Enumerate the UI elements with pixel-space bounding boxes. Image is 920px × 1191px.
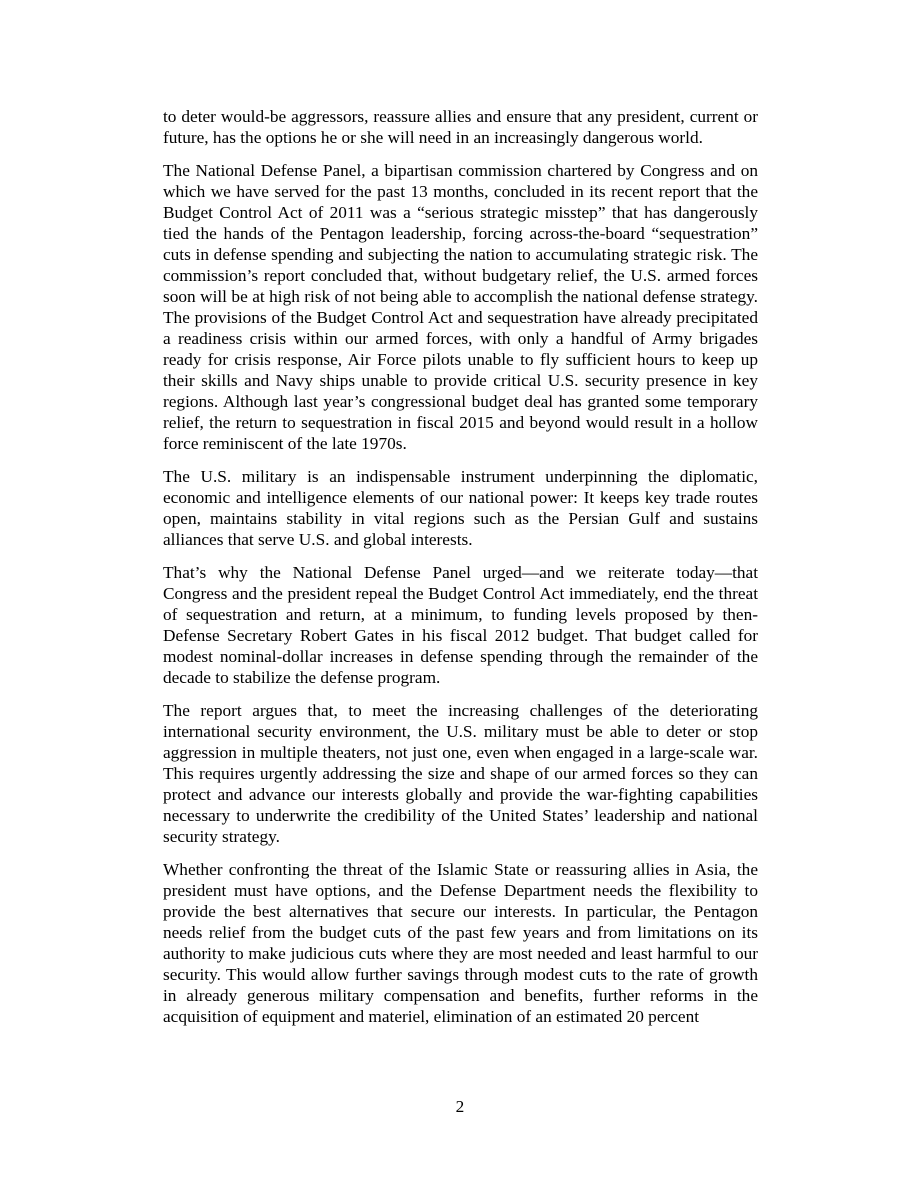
paragraph-3: The U.S. military is an indispensable instrument underpinning the diplomatic, economic and intelligence elements of our national power: It keeps key trade routes open, maintains stability in vital regions such as the Persian Gulf and sustains alliances that serve U.S. and global interests. [163,467,758,549]
document-body [163,106,758,1039]
paragraph-5: The report argues that, to meet the increasing challenges of the deteriorating international security environment, the U.S. military must be able to deter or stop aggression in multiple theaters, not just one, even when engaged in a large-scale war. This requires urgently addressing the size and shape of our armed forces so they can protect and advance our interests globally and provide the war-fighting capabilities necessary to underwrite the credibility of the United States’ leadership and national security strategy. [163,701,758,846]
paragraph-2: The National Defense Panel, a bipartisan commission chartered by Congress and on which we have served for the past 13 months, concluded in its recent report that the Budget Control Act of 2011 was a “serious strategic misstep” that has dangerously tied the hands of the Pentagon leadership, forcing across-the-board “sequestration” cuts in defense spending and subjecting the nation to accumulating strategic risk. The commission’s report concluded that, without budgetary relief, the U.S. armed forces soon will be at high risk of not being able to accomplish the national defense strategy. The provisions of the Budget Control Act and sequestration have already precipitated a readiness crisis within our armed forces, with only a handful of Army brigades ready for crisis response, Air Force pilots unable to fly sufficient hours to keep up their skills and Navy ships unable to provide critical U.S. security presence in key regions. Although last year’s congressional budget deal has granted some temporary relief, the return to sequestration in fiscal 2015 and beyond would result in a hollow force reminiscent of the late 1970s. [163,161,758,453]
paragraph-4: That’s why the National Defense Panel urged—and we reiterate today—that Congress and the president repeal the Budget Control Act immediately, end the threat of sequestration and return, at a minimum, to funding levels proposed by then-Defense Secretary Robert Gates in his fiscal 2012 budget. That budget called for modest nominal-dollar increases in defense spending through the remainder of the decade to stabilize the defense program. [163,563,758,687]
paragraph-1: to deter would-be aggressors, reassure allies and ensure that any president, current or future, has the options he or she will need in an increasingly dangerous world. [163,107,758,147]
paragraph-6: Whether confronting the threat of the Islamic State or reassuring allies in Asia, the president must have options, and the Defense Department needs the flexibility to provide the best alternatives that secure our interests. In particular, the Pentagon needs relief from the budget cuts of the past few years and from limitations on its authority to make judicious cuts where they are most needed and least harmful to our security. This would allow further savings through modest cuts to the rate of growth in already generous military compensation and benefits, further reforms in the acquisition of equipment and materiel, elimination of an estimated 20 percent [163,860,758,1026]
page-number: 2 [455,1097,465,1116]
